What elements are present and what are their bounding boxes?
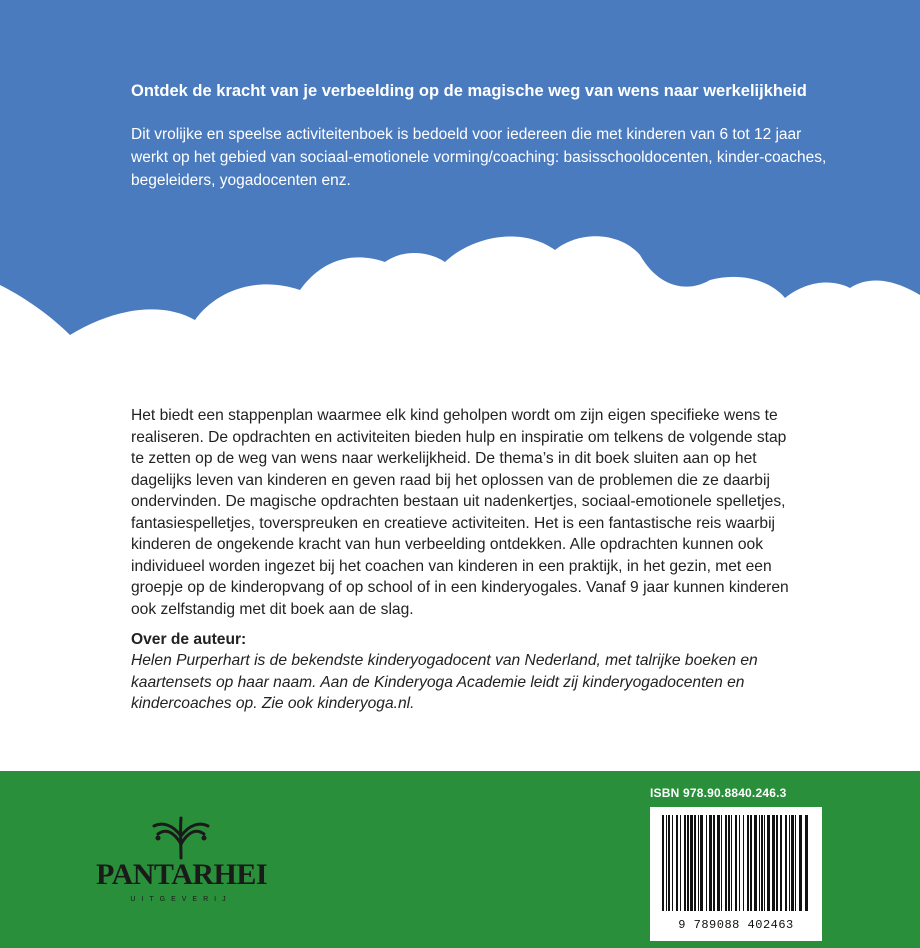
barcode-bar: [772, 815, 775, 911]
barcode-bar: [690, 815, 693, 911]
barcode-bar: [694, 815, 696, 911]
barcode-bar: [767, 815, 770, 911]
barcode-bar: [672, 815, 673, 911]
barcode-bar: [743, 815, 744, 911]
barcode-bar: [725, 815, 727, 911]
barcode-bar: [761, 815, 763, 911]
sky-with-clouds: [0, 0, 920, 410]
barcode-bar: [687, 815, 689, 911]
barcode-bar: [666, 815, 667, 911]
barcode-bar: [759, 815, 760, 911]
barcode-bars: [650, 807, 822, 917]
barcode-bar: [754, 815, 757, 911]
intro-paragraph: Dit vrolijke en speelse activiteitenboek is bedoeld voor iedereen die met kinderen van 6 tot 12 jaar werkt op het gebied van sociaal-emotionele vorming/coaching: basisschooldocenten, kinder-coaches, begeleiders, yogadocenten enz.: [131, 126, 827, 189]
barcode-bar: [713, 815, 715, 911]
barcode-bar: [789, 815, 790, 911]
barcode-bar: [776, 815, 778, 911]
barcode-bar: [764, 815, 765, 911]
barcode-bar: [731, 815, 732, 911]
barcode-bar: [717, 815, 720, 911]
author-bio: Helen Purperhart is de bekendste kinderyogadocent van Nederland, met talrijke boeken en kaartensets op haar naam. Aan de Kinderyoga Academie leidt zij kinderyogadocenten en kindercoaches op. Zie ook kinderyoga.nl.: [131, 652, 758, 712]
barcode-bar: [706, 815, 707, 911]
fountain-icon: [96, 814, 266, 860]
barcode-bar: [805, 815, 808, 911]
publisher-subtitle: UITGEVERIJ: [130, 896, 232, 903]
publisher-name: PANTARHEI: [96, 858, 268, 891]
description-paragraph: Het biedt een stappenplan waarmee elk kind geholpen wordt om zijn eigen specifieke wens te realiseren. De opdrachten en activiteiten bieden hulp en inspiratie om telkens de volgende stap te zetten op de weg van wens naar werkelijkheid. De thema’s in dit boek sluiten aan op het dagelijks leven van kinderen en geven raad bij het oplossen van de problemen die ze daarbij ondervinden. De magische opdrachten bestaan uit nadenkertjes, sociaal-emotionele spelletjes, fantasiespelletjes, toverspreuken en creatieve activiteiten. Het is een fantastische reis waarbij kinderen de ongekende kracht van hun verbeelding ontdekken. Alle opdrachten kunnen ook individueel worden ingezet bij het coachen van kinderen in een praktijk, in het gezin, met een groepje op de kinderopvang of op school of in een kinderyogales. Vanaf 9 jaar kunnen kinderen ook zelfstandig met dit boek aan de slag.: [131, 407, 789, 618]
barcode-bar: [739, 815, 740, 911]
barcode-bar: [662, 815, 664, 911]
barcode-bar: [799, 815, 802, 911]
barcode-bar: [668, 815, 670, 911]
isbn-label: ISBN 978.90.8840.246.3: [650, 786, 787, 800]
barcode-bar: [791, 815, 794, 911]
barcode-bar: [684, 815, 686, 911]
barcode-bar: [795, 815, 796, 911]
headline: Ontdek de kracht van je verbeelding op de magische weg van wens naar werkelijkheid: [131, 82, 807, 100]
barcode-bar: [747, 815, 749, 911]
barcode-bar: [728, 815, 730, 911]
barcode-bar: [680, 815, 681, 911]
barcode-bar: [750, 815, 752, 911]
barcode-bar: [698, 815, 699, 911]
barcode-bar: [735, 815, 737, 911]
barcode: [650, 807, 822, 941]
barcode-bar: [700, 815, 703, 911]
barcode-bar: [676, 815, 678, 911]
barcode-bar: [721, 815, 722, 911]
publisher-logo: [96, 814, 266, 914]
barcode-bar: [785, 815, 787, 911]
barcode-bar: [709, 815, 712, 911]
author-heading: Over de auteur:: [131, 631, 247, 648]
barcode-digits: 9 789088 402463: [678, 918, 794, 932]
barcode-bar: [780, 815, 782, 911]
